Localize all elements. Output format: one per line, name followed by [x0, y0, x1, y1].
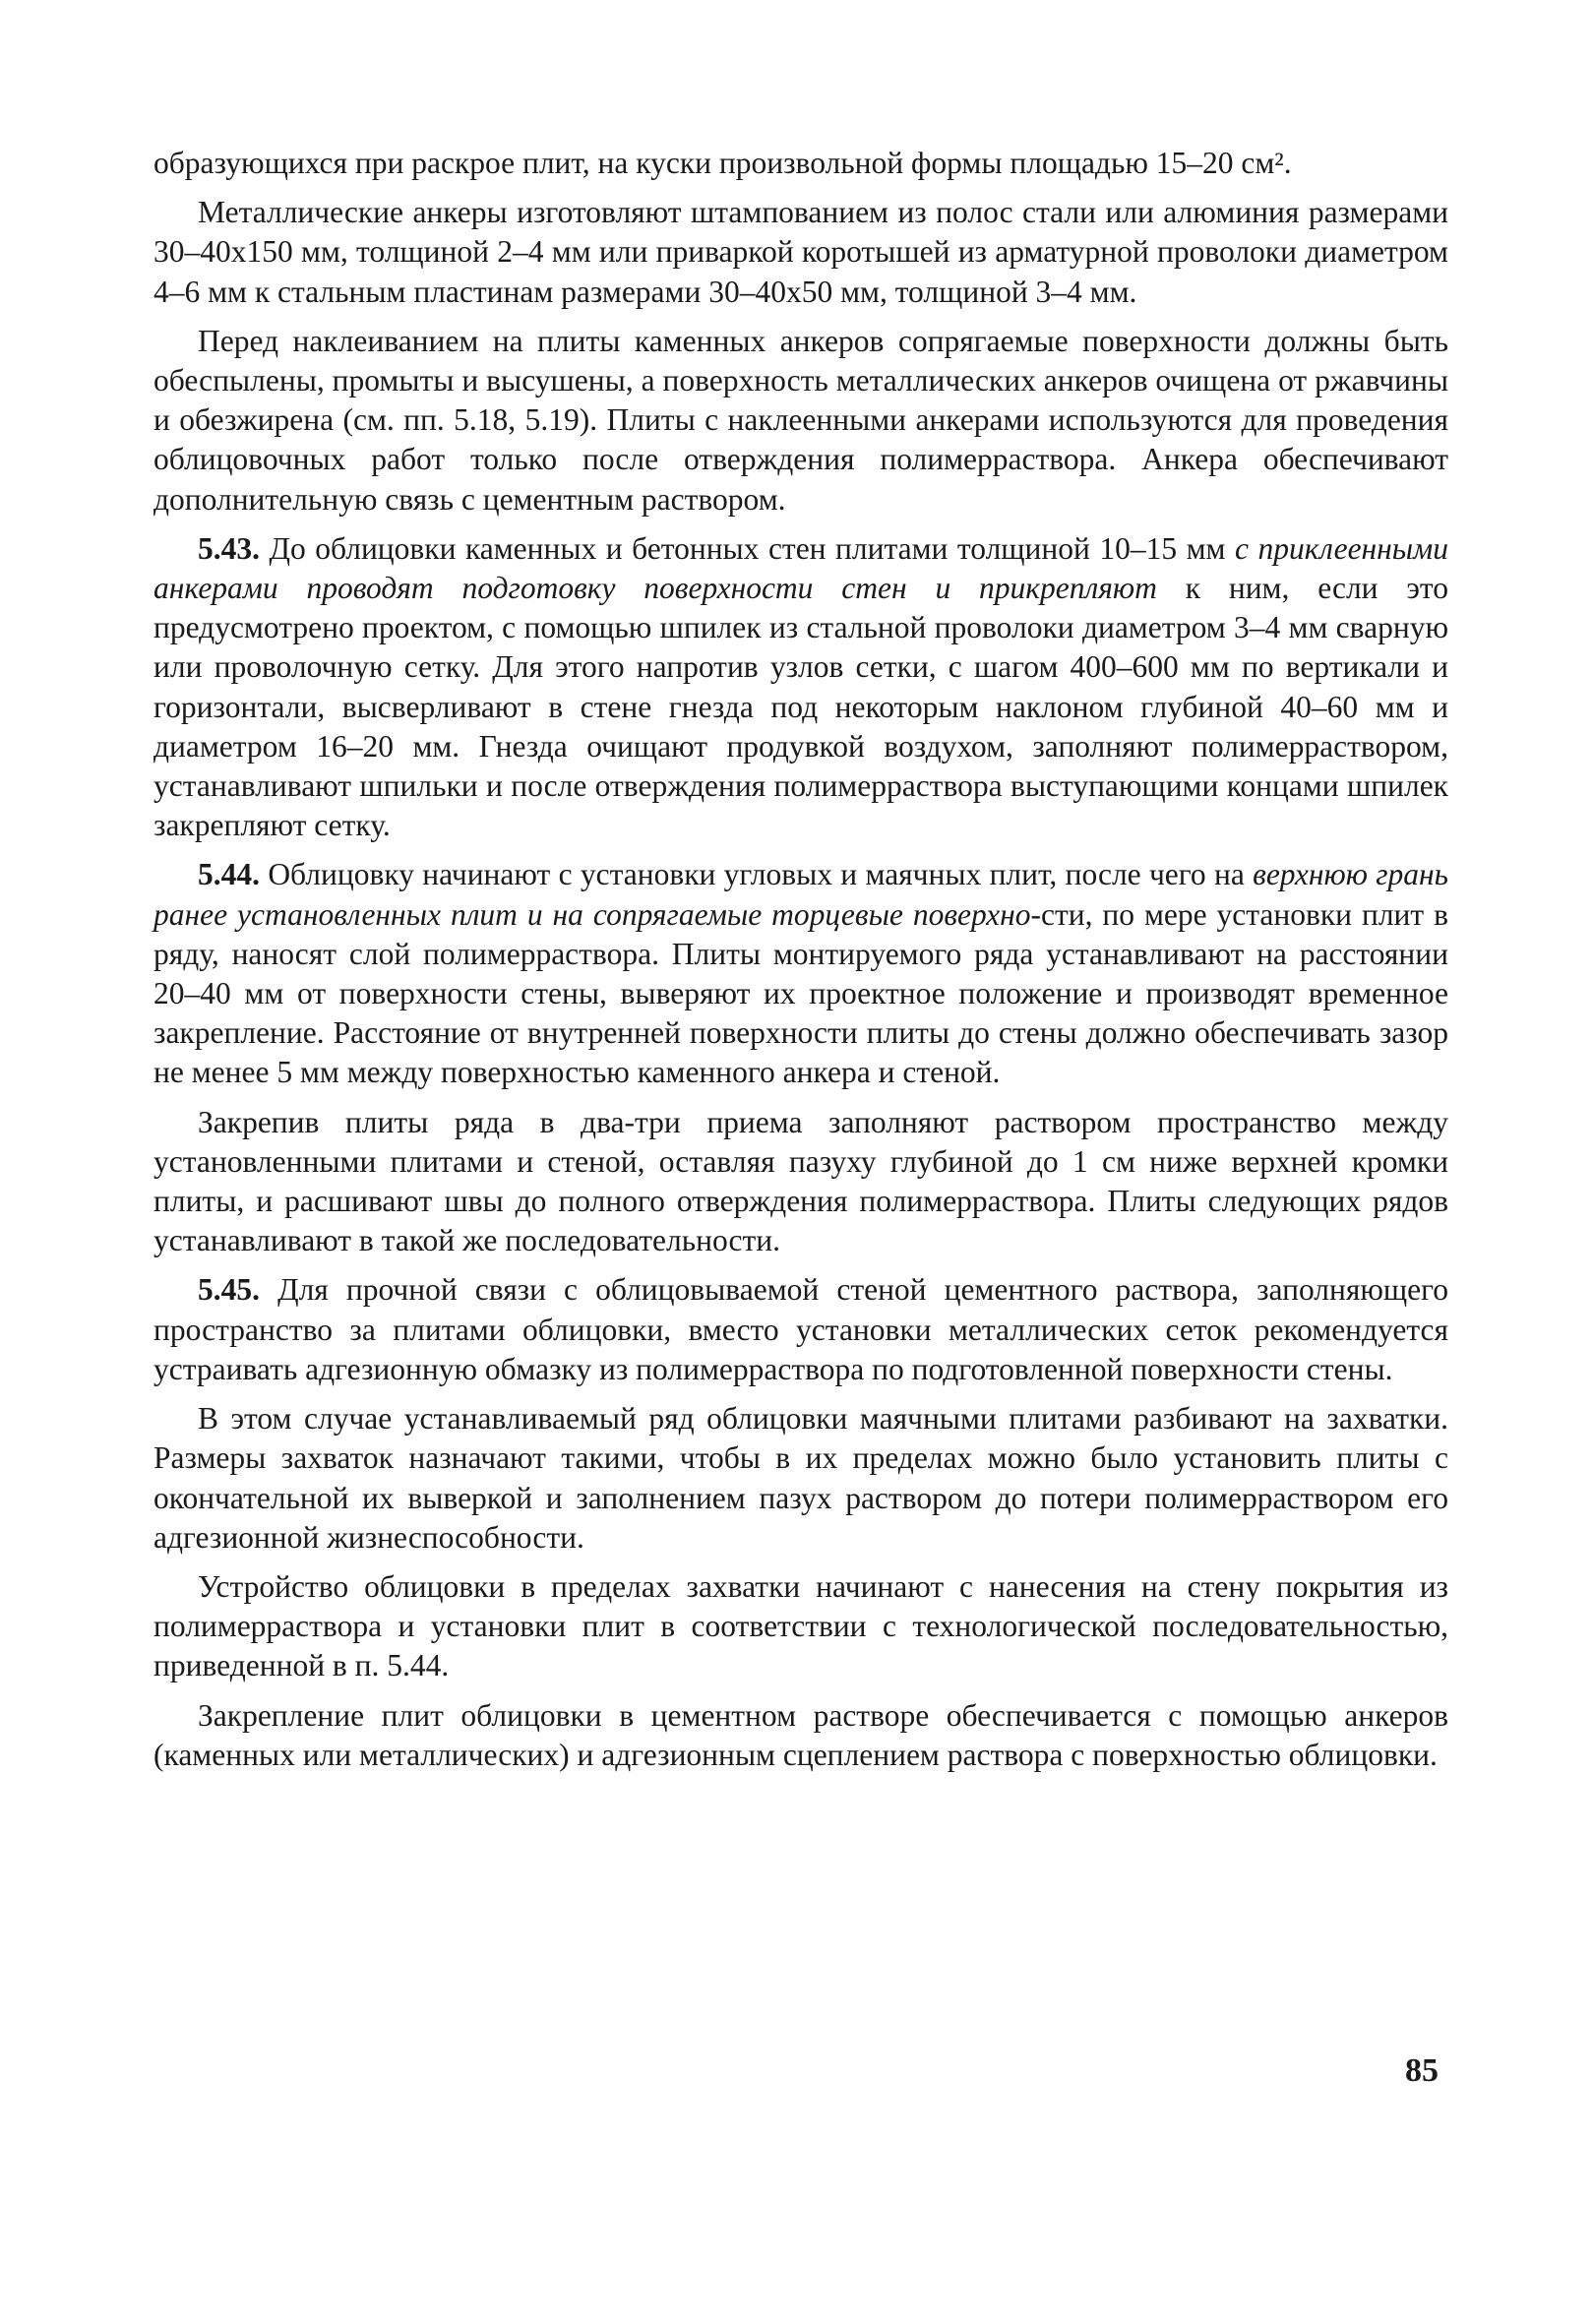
paragraph-text: До облицовки каменных и бетонных стен плитами толщиной 10–15 мм [269, 530, 1235, 566]
paragraph-surface-prep [153, 322, 1448, 520]
paragraph-emphasis: с приклеенными анкерами проводят подготовку поверхности стен и прикрепляют [153, 530, 1448, 606]
paragraph-grips [153, 1399, 1448, 1558]
paragraph-text: Для прочной связи с облицовываемой стеной цементного раствора, заполняющего пространство за плитами облицовки, вместо установки металлических сеток рекомендуется устраивать адгезионную обмазку из полимерраствора по подготовленной поверхности стены. [153, 1272, 1449, 1386]
paragraph-5-45 [153, 1270, 1448, 1389]
paragraph-continuation [153, 144, 1448, 183]
section-number: 5.45. [198, 1272, 260, 1308]
document-body [153, 144, 1448, 1785]
section-number: 5.43. [198, 530, 260, 566]
paragraph-5-44 [153, 855, 1448, 1092]
paragraph-text: Закрепление плит облицовки в цементном растворе обеспечивается с помощью анкеров (каменных или металлических) и адгезионным сцеплением раствора с поверхностью облицовки. [153, 1697, 1448, 1772]
paragraph-fixing-rows [153, 1103, 1448, 1261]
paragraph-text: Устройство облицовки в пределах захватки начинают с нанесения на стену покрытия из полимерраствора и установки плит в соответствии с технологической последовательностью, приведенной в п. 5.44. [153, 1568, 1448, 1683]
paragraph-emphasis: верхнюю грань ранее установленных плит и на сопрягаемые торцевые поверхно- [153, 857, 1448, 932]
paragraph-grip-installation [153, 1567, 1448, 1686]
paragraph-text: к ним, если это предусмотрено проектом, с помощью шпилек из стальной проволоки диаметром 3–4 мм сварную или проволочную сетку. Для этого напротив узлов сетки, с шагом 400–600 мм по вертикали и горизонтали, высверливают в стене гнезда под некоторым наклоном глубиной 40–60 мм и диаметром 16–20 мм. Гнезда очищают продувкой воздухом, заполняют полимерраствором, устанавливают шпильки и после отверждения полимерраствора выступающими концами шпилек закрепляют сетку. [153, 571, 1448, 843]
paragraph-text: образующихся при раскрое плит, на куски произвольной формы площадью 15–20 см². [153, 146, 1292, 180]
paragraph-text: Металлические анкеры изготовляют штампованием из полос стали или алюминия размерами 30–40х150 мм, толщиной 2–4 мм или приваркой коротышей из арматурной проволоки диаметром 4–6 мм к стальным пластинам размерами 30–40х50 мм, толщиной 3–4 мм. [153, 195, 1448, 309]
paragraph-text: В этом случае устанавливаемый ряд облицовки маячными плитами разбивают на захватки. Размеры захваток назначают такими, чтобы в их пределах можно было установить плиты с окончательной их выверкой и заполнением пазух раствором до потери полимерраствором его адгезионной жизнеспособности. [153, 1401, 1448, 1555]
paragraph-metal-anchors [153, 193, 1448, 312]
paragraph-text: сти, по мере установки плит в ряду, наносят слой полимерраствора. Плиты монтируемого ряда устанавливают на расстоянии 20–40 мм от поверхности стены, выверяют их проектное положение и производят временное закрепление. Расстояние от внутренней поверхности плиты до стены должно обеспечивать зазор не менее 5 мм между поверхностью каменного анкера и стеной. [153, 896, 1448, 1090]
paragraph-text: Облицовку начинают с установки угловых и маячных плит, после чего на [268, 857, 1254, 892]
paragraph-fixing-summary [153, 1696, 1448, 1775]
section-number: 5.44. [198, 857, 260, 892]
page-number: 85 [1405, 2052, 1439, 2089]
paragraph-5-43 [153, 529, 1448, 846]
paragraph-text: Перед наклеиванием на плиты каменных анкеров сопрягаемые поверхности должны быть обеспылены, промыты и высушены, а поверхность металлических анкеров очищена от ржавчины и обезжирена (см. пп. 5.18, 5.19). Плиты с наклеенными анкерами используются для проведения облицовочных работ только после отверждения полимерраствора. Анкера обеспечивают дополнительную связь с цементным раствором. [153, 323, 1448, 517]
paragraph-text: Закрепив плиты ряда в два-три приема заполняют раствором пространство между установленными плитами и стеной, оставляя пазуху глубиной до 1 см ниже верхней кромки плиты, и расшивают швы до полного отверждения полимерраствора. Плиты следующих рядов устанавливают в такой же последовательности. [153, 1104, 1448, 1258]
